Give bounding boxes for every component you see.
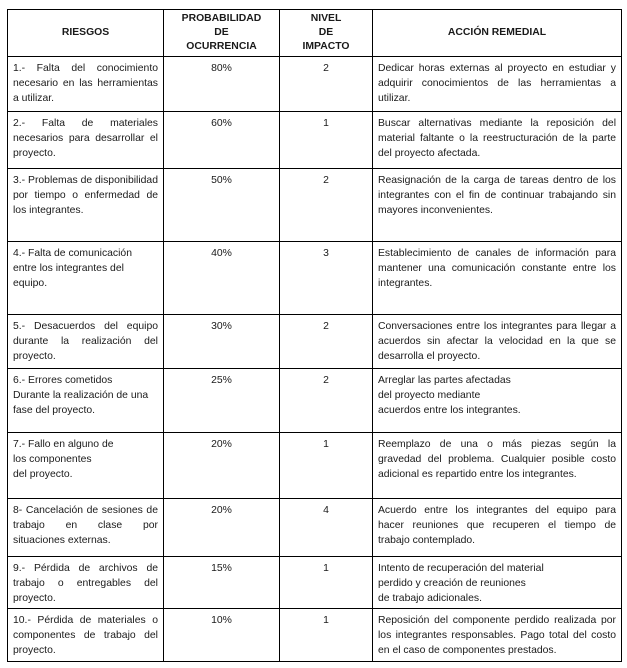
cell-impacto: 1 <box>280 557 373 609</box>
cell-impacto: 1 <box>280 609 373 662</box>
cell-accion: Reposición del componente perdido realizada por los integrantes responsables. Pago total del costo en el caso de componentes prestados. <box>373 609 622 662</box>
risk-table <box>7 9 622 662</box>
header-impacto-line: IMPACTO <box>302 41 350 52</box>
cell-probabilidad: 50% <box>164 169 280 242</box>
table-row <box>8 609 622 662</box>
cell-accion: Buscar alternativas mediante la reposición del material faltante o la reestructuración de la parte del proyecto afectada. <box>373 112 622 169</box>
cell-impacto: 3 <box>280 242 373 315</box>
cell-accion: Conversaciones entre los integrantes para llegar a acuerdos sin afectar la velocidad en la que se desarrolla el proyecto. <box>373 315 622 369</box>
table-row <box>8 242 622 315</box>
cell-impacto: 2 <box>280 369 373 433</box>
cell-impacto: 4 <box>280 499 373 557</box>
cell-riesgo: 6.- Errores cometidos Durante la realización de una fase del proyecto. <box>8 369 164 433</box>
cell-impacto: 2 <box>280 169 373 242</box>
cell-riesgo: 8- Cancelación de sesiones de trabajo en clase por situaciones externas. <box>8 499 164 557</box>
cell-accion: Reemplazo de una o más piezas según la gravedad del problema. Cualquier posible costo adicional es repartido entre los integrantes. <box>373 433 622 499</box>
cell-probabilidad: 30% <box>164 315 280 369</box>
header-impacto-line: NIVEL <box>310 13 342 24</box>
table-row <box>8 315 622 369</box>
header-riesgos: RIESGOS <box>8 10 164 57</box>
table-row <box>8 112 622 169</box>
cell-riesgo: 10.- Pérdida de materiales o componentes de trabajo del proyecto. <box>8 609 164 662</box>
header-impacto <box>280 10 373 57</box>
cell-probabilidad: 40% <box>164 242 280 315</box>
cell-probabilidad: 80% <box>164 57 280 112</box>
cell-impacto: 1 <box>280 433 373 499</box>
table-row <box>8 499 622 557</box>
table-header-row <box>8 10 622 57</box>
cell-riesgo: 2.- Falta de materiales necesarios para desarrollar el proyecto. <box>8 112 164 169</box>
cell-riesgo: 1.- Falta del conocimiento necesario en las herramientas a utilizar. <box>8 57 164 112</box>
table-row <box>8 433 622 499</box>
header-probabilidad <box>164 10 280 57</box>
cell-impacto: 2 <box>280 315 373 369</box>
header-probabilidad-line: DE <box>214 27 229 38</box>
table-row <box>8 369 622 433</box>
cell-probabilidad: 60% <box>164 112 280 169</box>
cell-probabilidad: 20% <box>164 433 280 499</box>
cell-accion: Intento de recuperación del material perdido y creación de reuniones de trabajo adicionales. <box>373 557 622 609</box>
cell-accion: Reasignación de la carga de tareas dentro de los integrantes con el fin de continuar trabajando sin mayores inconvenientes. <box>373 169 622 242</box>
header-probabilidad-line: PROBABILIDAD <box>181 13 262 24</box>
cell-riesgo: 9.- Pérdida de archivos de trabajo o entregables del proyecto. <box>8 557 164 609</box>
cell-riesgo: 7.- Fallo en alguno de los componentes del proyecto. <box>8 433 164 499</box>
header-probabilidad-line: OCURRENCIA <box>186 41 257 52</box>
cell-impacto: 2 <box>280 57 373 112</box>
cell-riesgo: 4.- Falta de comunicación entre los integrantes del equipo. <box>8 242 164 315</box>
cell-accion: Establecimiento de canales de información para mantener una comunicación constante entre los integrantes. <box>373 242 622 315</box>
cell-probabilidad: 15% <box>164 557 280 609</box>
cell-probabilidad: 20% <box>164 499 280 557</box>
cell-accion: Acuerdo entre los integrantes del equipo para hacer reuniones que recuperen el tiempo de trabajo contemplado. <box>373 499 622 557</box>
header-accion-remedial: ACCIÓN REMEDIAL <box>373 10 622 57</box>
table-row <box>8 57 622 112</box>
header-impacto-line: DE <box>318 27 334 38</box>
cell-accion: Arreglar las partes afectadas del proyecto mediante acuerdos entre los integrantes. <box>373 369 622 433</box>
cell-probabilidad: 10% <box>164 609 280 662</box>
table-row <box>8 557 622 609</box>
cell-riesgo: 5.- Desacuerdos del equipo durante la realización del proyecto. <box>8 315 164 369</box>
table-row <box>8 169 622 242</box>
cell-riesgo: 3.- Problemas de disponibilidad por tiempo o enfermedad de los integrantes. <box>8 169 164 242</box>
cell-accion: Dedicar horas externas al proyecto en estudiar y adquirir conocimientos de las herramientas a utilizar. <box>373 57 622 112</box>
cell-probabilidad: 25% <box>164 369 280 433</box>
cell-impacto: 1 <box>280 112 373 169</box>
